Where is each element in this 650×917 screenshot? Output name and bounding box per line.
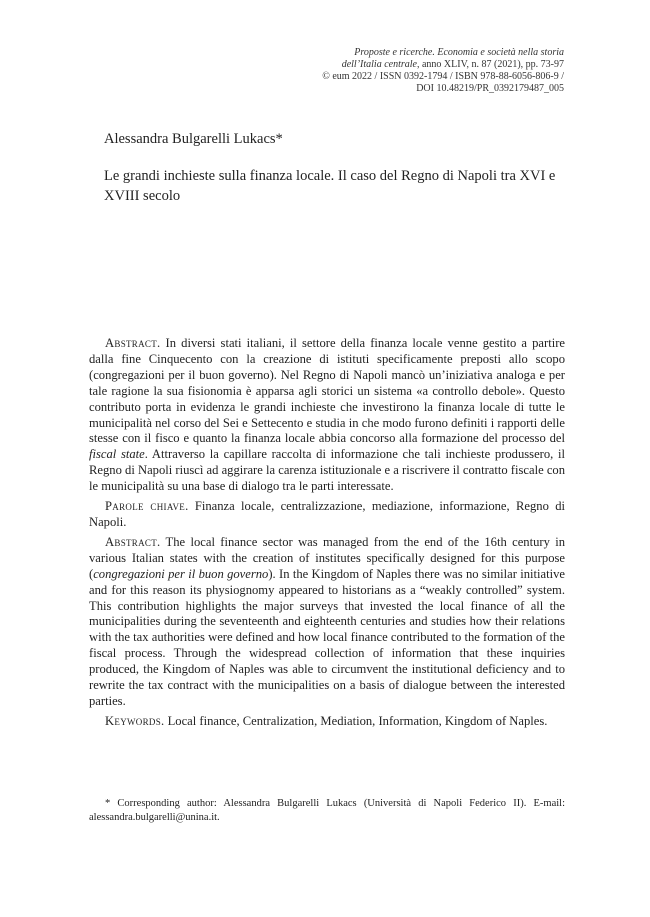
abstract-text: The local finance sector was managed from the end of the 16th century in various Italian states with the creation of institutes specifically designed for this purpose ( (89, 534, 565, 581)
abstract-label: Abstract. (105, 534, 161, 549)
journal-header (264, 47, 564, 95)
abstract-italic-term: fiscal state (89, 447, 145, 462)
journal-line-2-italic: dell’Italia centrale (341, 59, 417, 70)
footnote (89, 797, 565, 824)
keywords-italian (89, 499, 565, 531)
keywords-english (89, 714, 565, 730)
abstract-english (89, 535, 565, 710)
journal-doi: DOI 10.48219/PR_0392179487_005 (416, 83, 564, 94)
footnote-text: * Corresponding author: Alessandra Bulgarelli Lukacs (Università di Napoli Federico II). E-mail: alessandra.bulgarelli@unina.it. (89, 798, 565, 823)
keywords-text: Local finance, Centralization, Mediation, Information, Kingdom of Naples. (164, 713, 548, 728)
author-name: Alessandra Bulgarelli Lukacs* (104, 131, 283, 147)
journal-line-1: Proposte e ricerche. Economia e società nella storia (354, 47, 564, 58)
abstract-label: Abstract. (105, 336, 161, 350)
abstract-italic-term: congregazioni per il buon governo (93, 566, 269, 581)
keywords-text: Finanza locale, centralizzazione, mediazione, informazione, Regno di Napoli. (89, 499, 565, 529)
abstract-text: . Attraverso la capillare raccolta di informazione che tali inchieste produssero, il Regno di Napoli riuscì ad aggirare la carenza istituzionale e a riscrivere il contratto fiscale con le municipalità su una base di dialogo tra le parti interessate. (89, 447, 566, 494)
keywords-label: Parole chiave. (105, 499, 189, 514)
abstract-text: In diversi stati italiani, il settore della finanza locale venne gestito a partire dalla fine Cinquecento con la creazione di istituti specificamente preposti allo scopo (congregazioni per il buon governo). Nel Regno di Napoli mancò un’iniziativa analoga e per tale ragione la sua fisionomia è apparsa agli storici un sistema «a controllo debole». Questo contributo porta in evidenza le grandi inchieste che investirono la finanza locale di tutte le municipalità nel corso del Sei e Settecento e studia in che modo furono definiti i rapporti delle stesse con il fisco e quanto la finanza locale abbia concorso alla formazione del processo del (89, 336, 565, 446)
abstract-italian (89, 336, 565, 495)
abstract-text: ). In the Kingdom of Naples there was no similar initiative and for this reason its physiognomy appeared to historians as a “weakly controlled” system. This contribution highlights the major surveys that invested the local finance of all the municipalities during the seventeenth and eighteenth centuries and studies how their relations with the tax authorities were defined and how local finance contributed to the formation of the fiscal process. Through the widespread collection of information that these inquiries produced, the Kingdom of Naples was able to circumvent the institutional deficiency and to rewrite the tax contract with the municipalities on a basis of dialogue between the interested parties. (89, 566, 565, 708)
journal-line-2-rest: , anno XLIV, n. 87 (2021), pp. 73-97 (416, 59, 564, 70)
journal-line-2 (264, 59, 564, 71)
paper-title: Le grandi inchieste sulla finanza locale. Il caso del Regno di Napoli tra XVI e XVIII secolo (104, 168, 556, 204)
journal-line-3: © eum 2022 / ISSN 0392-1794 / ISBN 978-88-6056-806-9 / (322, 71, 564, 82)
article-body (89, 336, 565, 734)
keywords-label: Keywords. (105, 713, 165, 728)
